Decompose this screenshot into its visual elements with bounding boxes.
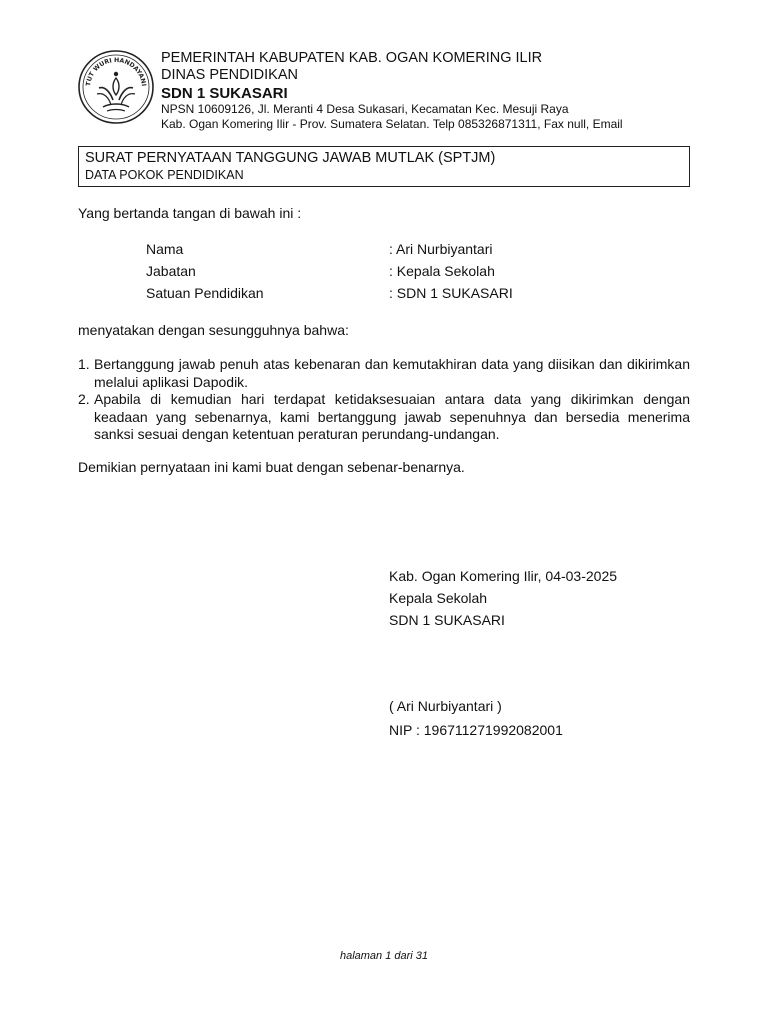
department-name: DINAS PENDIDIKAN	[161, 67, 298, 83]
closing-text: Demikian pernyataan ini kami buat dengan sebenar-benarnya.	[78, 459, 465, 475]
document-title-box	[78, 146, 690, 187]
list-item	[78, 391, 690, 444]
school-address: NPSN 10609126, Jl. Meranti 4 Desa Sukasari, Kecamatan Kec. Mesuji Raya	[161, 102, 569, 116]
field-value-satuan-pendidikan: : SDN 1 SUKASARI	[389, 285, 513, 301]
list-item-number: 1.	[78, 356, 90, 372]
statement-intro: menyatakan dengan sesungguhnya bahwa:	[78, 322, 349, 338]
field-value-jabatan: : Kepala Sekolah	[389, 263, 495, 279]
list-item	[78, 356, 690, 391]
document-subtitle: DATA POKOK PENDIDIKAN	[85, 168, 244, 182]
signature-school: SDN 1 SUKASARI	[389, 612, 505, 628]
government-name: PEMERINTAH KABUPATEN KAB. OGAN KOMERING ILIR	[161, 50, 543, 66]
field-value-nama: : Ari Nurbiyantari	[389, 241, 493, 257]
school-name: SDN 1 SUKASARI	[161, 85, 288, 102]
document-title: SURAT PERNYATAAN TANGGUNG JAWAB MUTLAK (SPTJM)	[85, 150, 496, 166]
page-number: halaman 1 dari 31	[339, 950, 429, 962]
field-label-nama: Nama	[146, 241, 184, 257]
field-label-satuan-pendidikan: Satuan Pendidikan	[146, 285, 264, 301]
signature-position: Kepala Sekolah	[389, 590, 488, 606]
intro-text: Yang bertanda tangan di bawah ini :	[78, 205, 302, 221]
svg-text:TUT WURI HANDAYANI	[85, 57, 147, 87]
tut-wuri-handayani-logo-icon	[77, 48, 155, 126]
signature-place-date: Kab. Ogan Komering Ilir, 04-03-2025	[389, 568, 618, 584]
list-item-number: 2.	[78, 391, 90, 407]
signatory-nip: NIP : 196711271992082001	[389, 722, 563, 738]
field-label-jabatan: Jabatan	[146, 263, 196, 279]
list-item-text: Bertanggung jawab penuh atas kebenaran dan kemutakhiran data yang diisikan dan dikirimkan melalui aplikasi Dapodik.	[94, 356, 690, 390]
signatory-name: ( Ari Nurbiyantari )	[389, 698, 502, 714]
logo-motto: TUT WURI HANDAYANI	[85, 56, 147, 87]
list-item-text: Apabila di kemudian hari terdapat ketidaksesuaian antara data yang dikirimkan dengan keadaan yang sebenarnya, kami bertanggung jawab sepenuhnya dan bersedia menerima sanksi sesuai dengan ketentuan peraturan perundang-undangan.	[94, 391, 690, 442]
statement-list	[78, 356, 690, 444]
school-contact: Kab. Ogan Komering Ilir - Prov. Sumatera Selatan. Telp 085326871311, Fax null, Email	[161, 117, 623, 131]
